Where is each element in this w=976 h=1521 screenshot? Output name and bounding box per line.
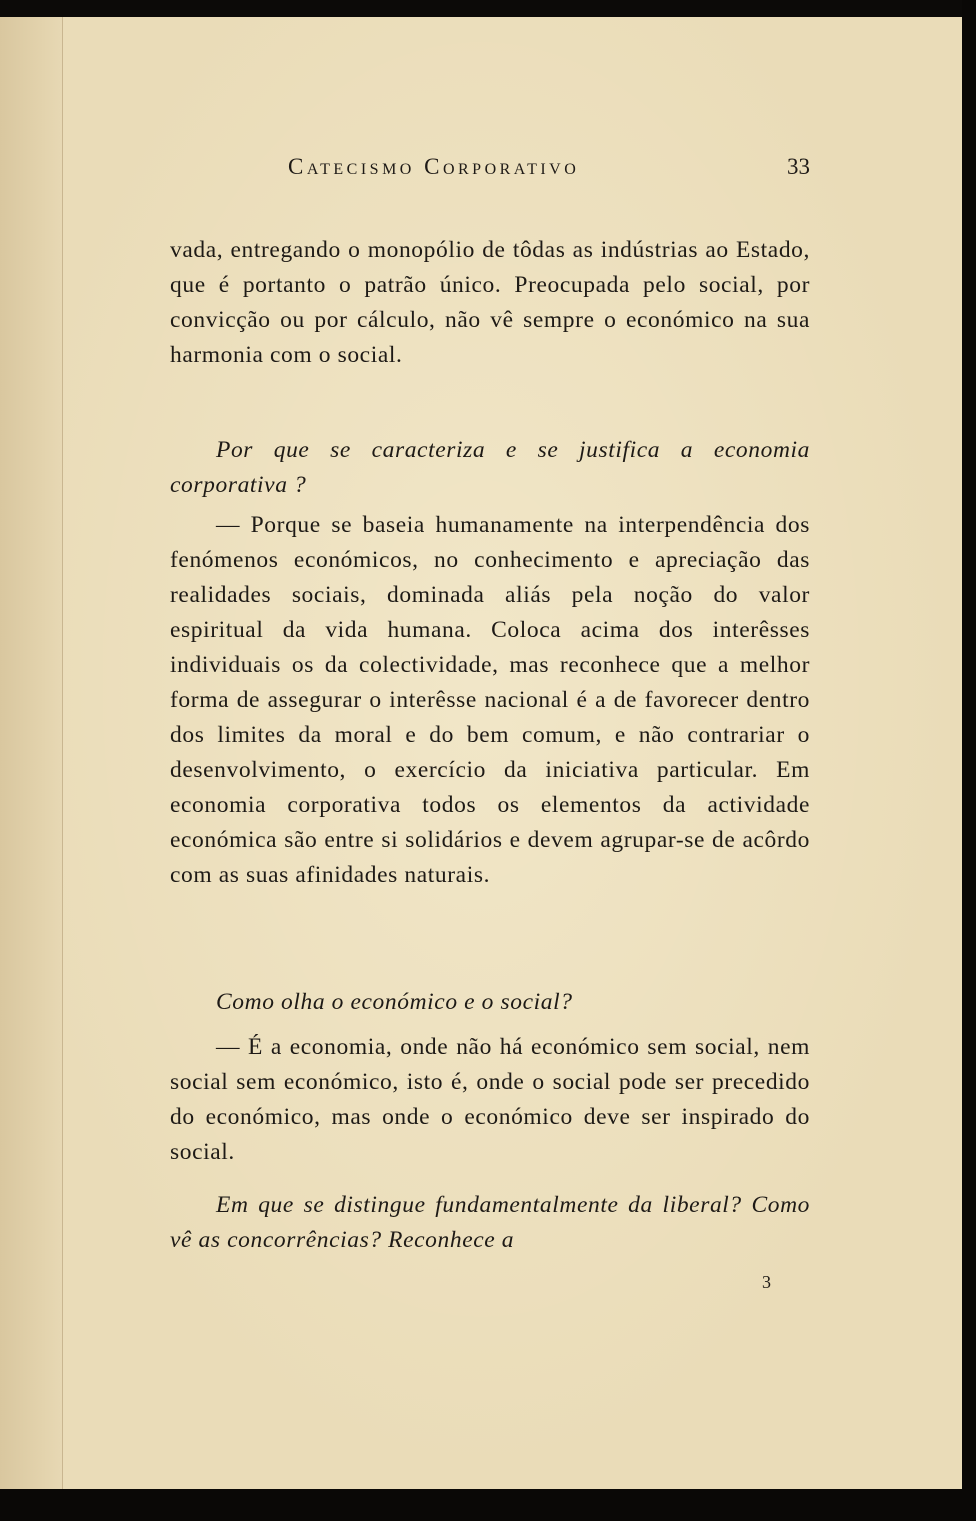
question-1 xyxy=(170,433,810,503)
page-number: 33 xyxy=(787,154,810,179)
scan-border-bottom xyxy=(0,1489,976,1521)
page-gutter xyxy=(0,17,63,1489)
question-3: Em que se distingue fundamentalmente da liberal? Como vê as concorrências? Reconhece a xyxy=(170,1192,810,1253)
answer-2: — É a economia, onde não há económico sem social, nem social sem económico, isto é, onde o social pode ser precedido do económico, mas onde o económico deve ser inspirado do social. xyxy=(170,1034,810,1165)
running-head xyxy=(170,154,810,184)
answer-1: — Porque se baseia humanamente na interpendência dos fenómenos económicos, no conhecimento e apreciação das realidades sociais, dominada aliás pela noção do valor espiritual da vida humana. Coloca acima dos interêsses individuais os da colectividade, mas reconhece que a melhor forma de assegurar o interêsse nacional é a de favorecer dentro dos limites da moral e do bem comum, e não contrariar o desenvolvimento, o exercício da iniciativa particular. Em economia corporativa todos os elementos da actividade económica são entre si solidários e devem agrupar-se de acôrdo com as suas afinidades naturais. xyxy=(170,512,810,888)
running-title: Catecismo Corporativo xyxy=(288,154,580,179)
scan-border-right xyxy=(962,0,976,1521)
paragraph-continuation: vada, entregando o monopólio de tôdas as indústrias ao Estado, que é portanto o patrão único. Preocupada pelo social, por convicção ou por cálculo, não vê sempre o económico na sua harmonia com o social. xyxy=(170,237,810,368)
signature-mark: 3 xyxy=(762,1272,771,1292)
question-1-text: Por que se caracteriza e se justifica a economia corporativa ? xyxy=(170,437,810,498)
question-2: Como olha o económico e o social? xyxy=(216,989,573,1015)
